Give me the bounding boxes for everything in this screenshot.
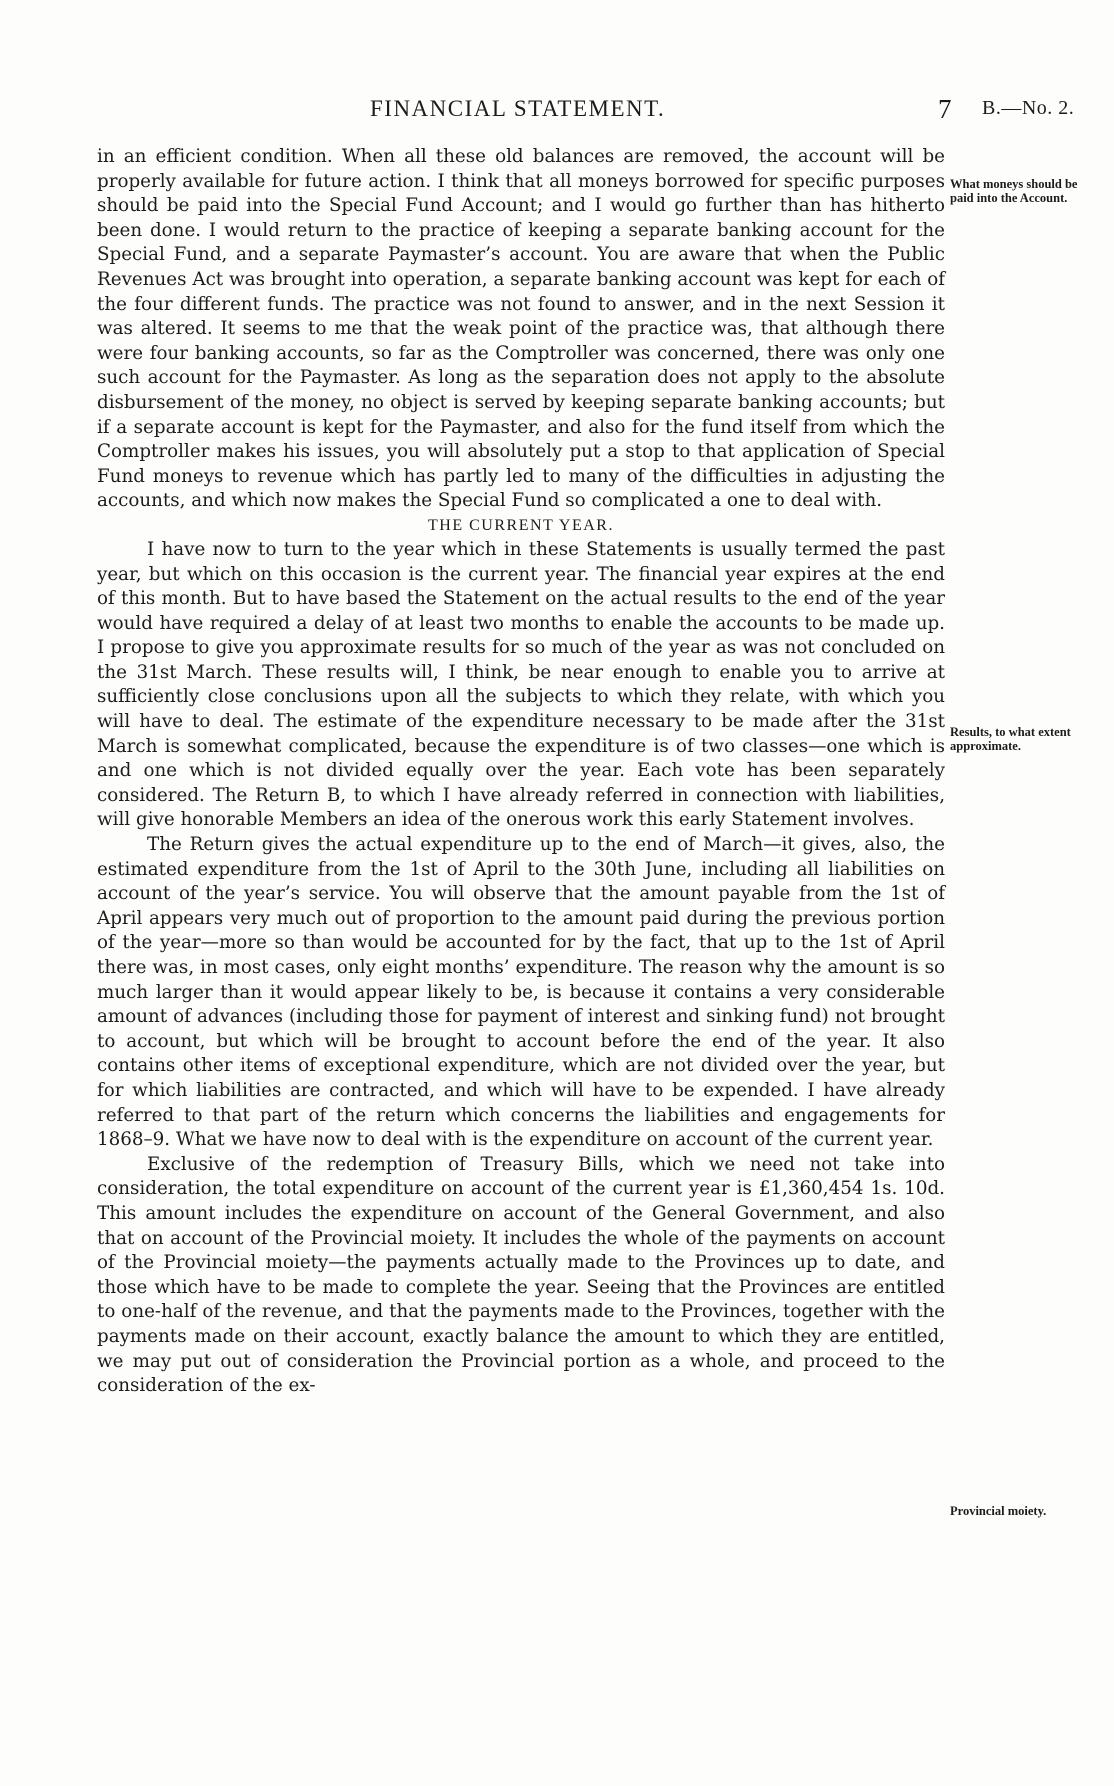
paragraph-3: The Return gives the actual expenditure up to the end of March—it gives, also, the estimated expenditure from the 1st of April to the 30th June, including all liabilities on account of the year’s service. You will observe that the amount payable from the 1st of April appears very much out of proportion to the amount paid during the previous portion of the year—more so than would be accounted for by the fact, that up to the 1st of April there was, in most cases, only eight months’ expenditure. The reason why the amount is so much larger than it would appear likely to be, is because it contains a very considerable amount of advances (including those for payment of interest and sinking fund) not brought to account, but which will be brought to account before the end of the year. It also contains other items of exceptional expenditure, which are not divided over the year, but for which liabilities are contracted, and which will have to be expended. I have already referred to that part of the return which concerns the liabilities and engagements for 1868–9. What we have now to deal with is the expenditure on account of the current year. [97, 834, 945, 1151]
paragraph-4: Exclusive of the redemption of Treasury Bills, which we need not take into consideration, the total expenditure on account of the current year is £1,360,454 1s. 10d. This amount includes the expenditure on account of the General Government, and also that on account of the Provincial moiety. It includes the whole of the payments on account of the Provincial moiety—the payments actually made to the Provinces up to date, and those which have to be made to complete the year. Seeing that the Provinces are entitled to one-half of the revenue, and that the payments made to the Provinces, together with the payments made on their account, exactly balance the amount to which they are entitled, we may put out of consideration the Provincial portion as a whole, and proceed to the consideration of the ex- [97, 1153, 945, 1397]
section-heading: THE CURRENT YEAR. [428, 516, 614, 534]
page-number: 7 [938, 94, 952, 124]
margin-note-provincial: Provincial moiety. [950, 1504, 1047, 1518]
document-reference: B.—No. 2. [982, 97, 1075, 119]
margin-note-moneys: What moneys should be paid into the Account. [950, 177, 1078, 205]
margin-note-results: Results, to what extent approximate. [950, 725, 1071, 753]
paragraph-2: I have now to turn to the year which in these Statements is usually termed the past year, but which on this occasion is the current year. The financial year expires at the end of this month. But to have based the Statement on the actual results to the end of the year would have required a delay of at least two months to enable the accounts to be made up. I propose to give you approximate results for so much of the year as was not concluded on the 31st March. These results will, I think, be near enough to enable you to arrive at sufficiently close conclusions upon all the subjects to which they relate, with which you will have to deal. The estimate of the expenditure necessary to be made after the 31st March is somewhat complicated, because the expenditure is of two classes—one which is and one which is not divided equally over the year. Each vote has been separately considered. The Return B, to which I have already referred in connection with liabilities, will give honorable Members an idea of the onerous work this early Statement involves. [97, 538, 945, 831]
page-title: FINANCIAL STATEMENT. [370, 96, 666, 121]
body-text [97, 145, 945, 1399]
running-head [0, 96, 1114, 126]
paragraph-1: in an efficient condition. When all these old balances are removed, the account will be properly available for future action. I think that all moneys borrowed for specific purposes should be paid into the Special Fund Account; and I would go further than has hitherto been done. I would return to the practice of keeping a separate banking account for the Special Fund, and a separate Paymaster’s account. You are aware that when the Public Revenues Act was brought into operation, a separate banking account was kept for each of the four different funds. The practice was not found to answer, and in the next Session it was altered. It seems to me that the weak point of the practice was, that although there were four banking accounts, so far as the Comptroller was concerned, there was only one such account for the Paymaster. As long as the separation does not apply to the absolute disbursement of the money, no object is served by keeping separate banking accounts; but if a separate account is kept for the Paymaster, and also for the fund itself from which the Comptroller makes his issues, you will absolutely put a stop to that application of Special Fund moneys to revenue which has partly led to many of the difficulties in adjusting the accounts, and which now makes the Special Fund so complicated a one to deal with. [97, 146, 945, 512]
